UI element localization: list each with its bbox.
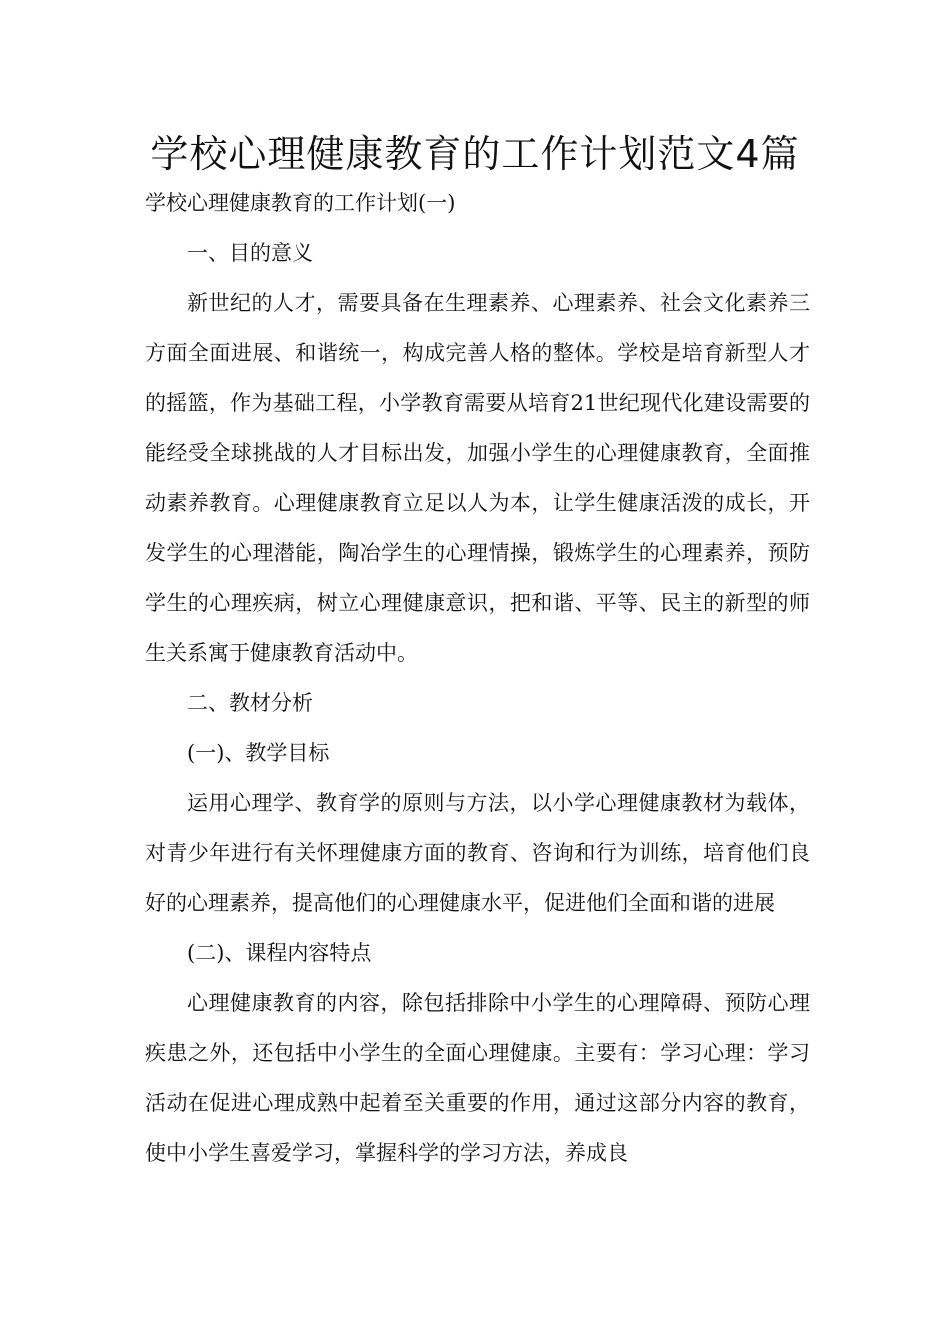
subheading-teaching-goals: (一)、教学目标 — [187, 741, 330, 765]
heading-purpose: 一、目的意义 — [187, 241, 313, 265]
subheading-course-features: (二)、课程内容特点 — [187, 941, 372, 965]
heading-material-analysis: 二、教材分析 — [187, 691, 313, 715]
paragraph-course-features: 心理健康教育的内容，除包括排除中小学生的心理障碍、预防心理疾患之外，还包括中小学生的全面心理健康。主要有：学习心理：学习活动在促进心理成熟中起着至关重要的作用，通过这部分内容的教育，使中小学生喜爱学习，掌握科学的学习方法，养成良 — [145, 991, 810, 1165]
section-heading-plan-one: 学校心理健康教育的工作计划(一) — [145, 191, 456, 215]
paragraph-teaching-goals: 运用心理学、教育学的原则与方法，以小学心理健康教材为载体，对青少年进行有关怀理健康方面的教育、咨询和行为训练，培育他们良好的心理素养，提高他们的心理健康水平，促进他们全面和谐的进展 — [145, 791, 810, 915]
document-body — [145, 178, 810, 1178]
document-title: 学校心理健康教育的工作计划范文4篇 — [150, 132, 800, 176]
paragraph-purpose: 新世纪的人才，需要具备在生理素养、心理素养、社会文化素养三方面全面进展、和谐统一，构成完善人格的整体。学校是培育新型人才的摇篮，作为基础工程，小学教育需要从培育21世纪现代化建设需要的能经受全球挑战的人才目标出发，加强小学生的心理健康教育，全面推动素养教育。心理健康教育立足以人为本，让学生健康活泼的成长，开发学生的心理潜能，陶冶学生的心理情操，锻炼学生的心理素养，预防学生的心理疾病，树立心理健康意识，把和谐、平等、民主的新型的师生关系寓于健康教育活动中。 — [145, 291, 810, 665]
